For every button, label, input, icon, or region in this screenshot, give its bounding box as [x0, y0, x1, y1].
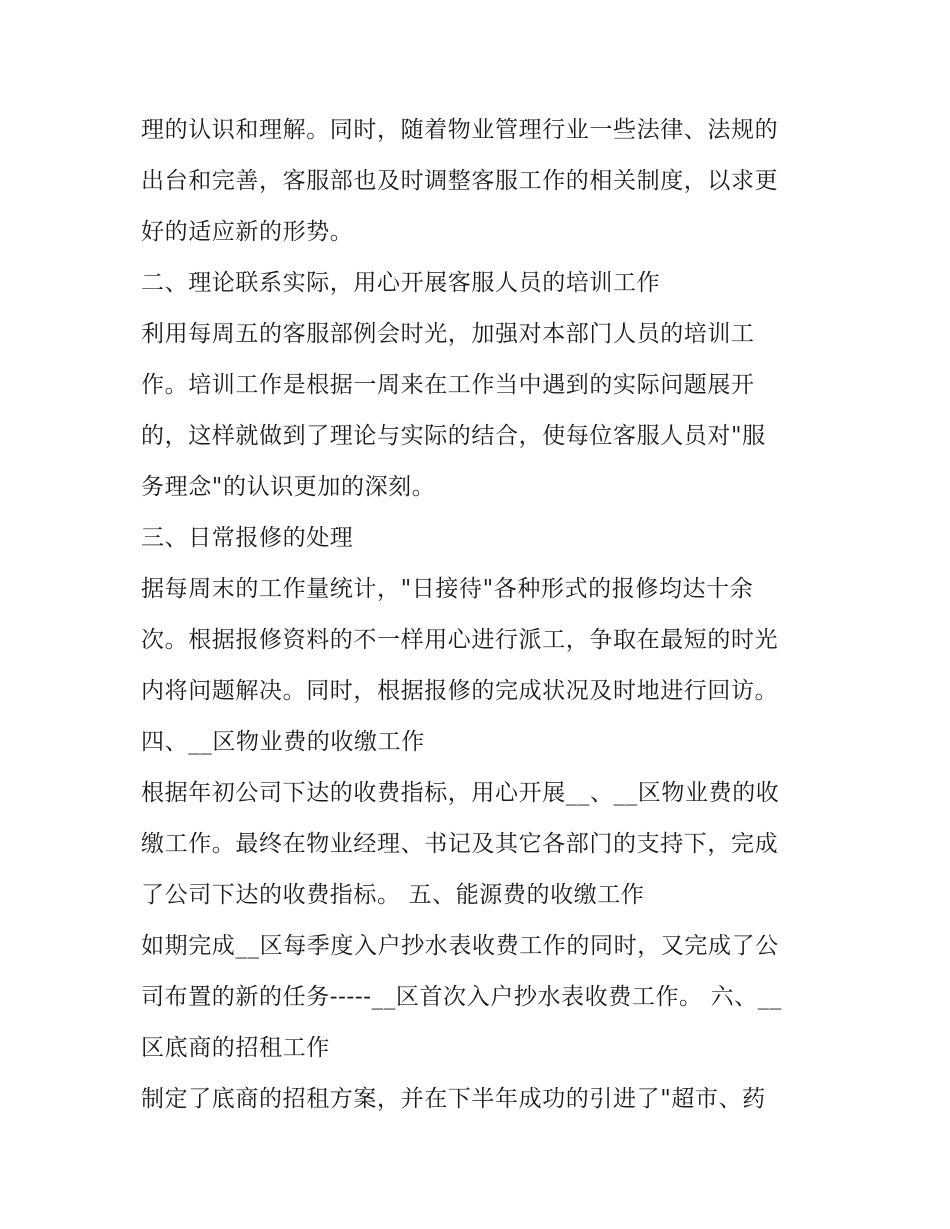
- body-text-line: 缴工作。最终在物业经理、书记及其它各部门的支持下，完成: [141, 831, 779, 857]
- body-text-line: 利用每周五的客服部例会时光，加强对本部门人员的培训工: [141, 321, 755, 347]
- body-text-line: 区底商的招租工作: [141, 1035, 330, 1061]
- section-heading: 二、理论联系实际，用心开展客服人员的培训工作: [141, 270, 661, 296]
- body-text-line: 次。根据报修资料的不一样用心进行派工，争取在最短的时光: [141, 627, 779, 653]
- body-text-line: 根据年初公司下达的收费指标，用心开展__、__区物业费的收: [141, 780, 780, 806]
- body-text-line: 制定了底商的招租方案，并在下半年成功的引进了"超市、药: [141, 1086, 766, 1112]
- body-text-line: 内将问题解决。同时，根据报修的完成状况及时地进行回访。: [141, 678, 779, 704]
- body-text-line: 出台和完善，客服部也及时调整客服工作的相关制度，以求更: [141, 168, 779, 194]
- document-body: [141, 108, 821, 1128]
- body-text-line: 作。培训工作是根据一周来在工作当中遇到的实际问题展开: [141, 372, 755, 398]
- body-text-line: 好的适应新的形势。: [141, 219, 354, 245]
- section-heading: 四、__区物业费的收缴工作: [141, 729, 425, 755]
- body-text-line: 了公司下达的收费指标。 五、能源费的收缴工作: [141, 882, 645, 908]
- body-text-line: 如期完成__区每季度入户抄水表收费工作的同时，又完成了公: [141, 933, 779, 959]
- body-text-line: 的，这样就做到了理论与实际的结合，使每位客服人员对"服: [141, 423, 766, 449]
- section-heading: 三、日常报修的处理: [141, 525, 354, 551]
- body-text-line: 据每周末的工作量统计，"日接待"各种形式的报修均达十余: [141, 576, 754, 602]
- body-text-line: 理的认识和理解。同时，随着物业管理行业一些法律、法规的: [141, 117, 779, 143]
- body-text-line: 务理念"的认识更加的深刻。: [141, 474, 436, 500]
- body-text-line: 司布置的新的任务-----__区首次入户抄水表收费工作。 六、__: [141, 984, 782, 1010]
